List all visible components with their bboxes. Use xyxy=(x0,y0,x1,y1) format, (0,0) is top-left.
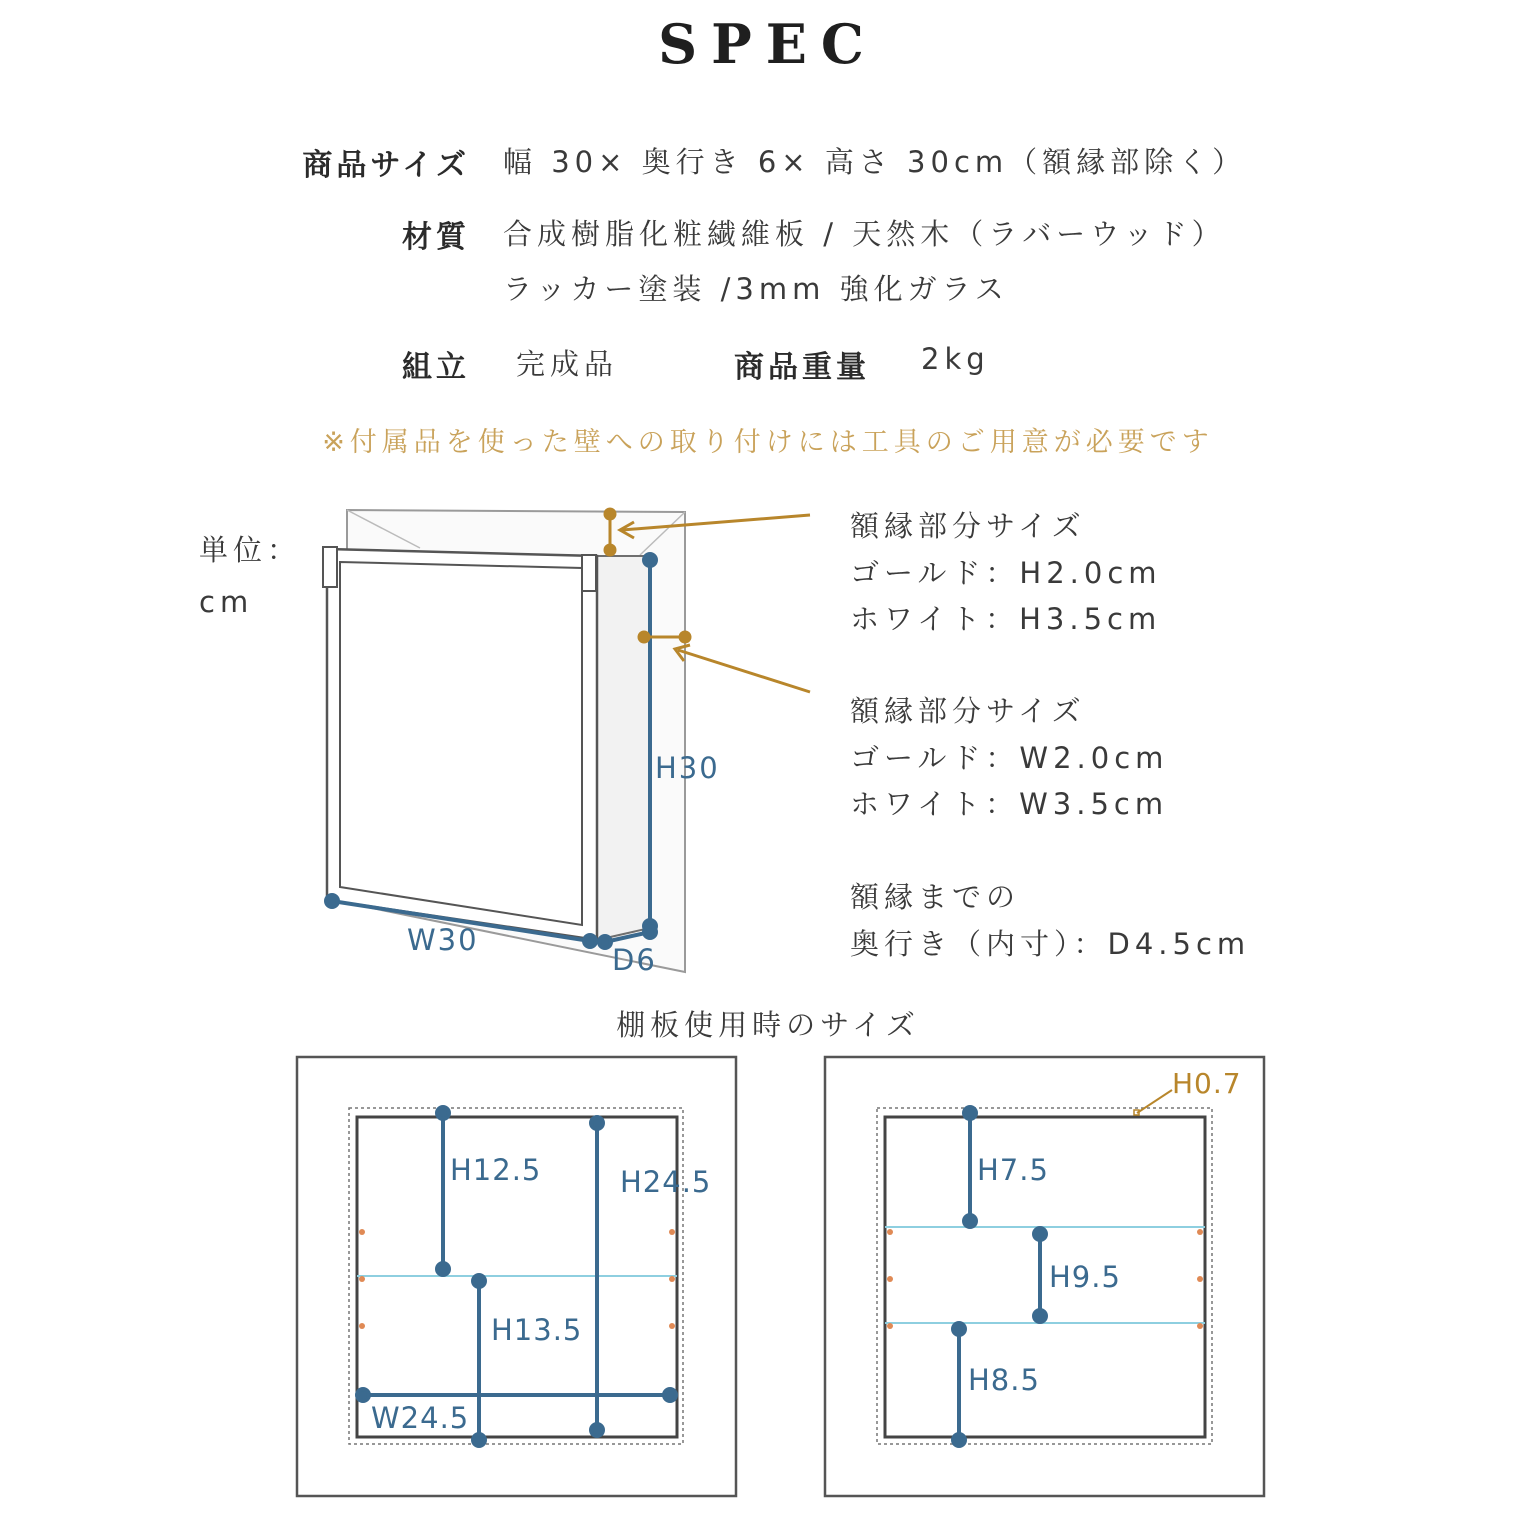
dim-dot xyxy=(953,1323,965,1335)
assembly-label: 組立 xyxy=(402,350,470,385)
frame-width-dot xyxy=(680,632,690,642)
dim-dot xyxy=(437,1263,449,1275)
frame-height-dot xyxy=(605,509,615,519)
cabinet-depth-label: D6 xyxy=(612,943,657,977)
frame-width-white: ホワイト：W3.5cm xyxy=(850,787,1169,821)
left-w-label: W24.5 xyxy=(371,1401,470,1435)
frame-width-leader xyxy=(678,650,810,692)
shelf-pin xyxy=(669,1323,675,1329)
dim-dot xyxy=(964,1215,976,1227)
cabinet-height-label: H30 xyxy=(655,751,720,785)
dim-dot xyxy=(473,1275,485,1287)
dim-dot xyxy=(1034,1228,1046,1240)
width-dimension-dot xyxy=(326,895,338,907)
frame-height-heading: 額縁部分サイズ xyxy=(850,509,1086,543)
size-value: 幅 30× 奥行き 6× 高さ 30cm（額縁部除く） xyxy=(503,145,1247,179)
frame-width-dot xyxy=(639,632,649,642)
dim-dot xyxy=(591,1424,603,1436)
left-h1-label: H12.5 xyxy=(450,1153,542,1187)
shelf-pin xyxy=(669,1229,675,1235)
cabinet-width-label: W30 xyxy=(407,923,479,957)
shelf-pin xyxy=(359,1276,365,1282)
shelf-pin xyxy=(359,1323,365,1329)
dim-dot xyxy=(964,1107,976,1119)
shelf-pin xyxy=(887,1323,893,1329)
shelf-panel-right xyxy=(825,1057,1264,1496)
shelf-pin xyxy=(1197,1229,1203,1235)
size-label: 商品サイズ xyxy=(302,148,470,183)
left-h3-label: H13.5 xyxy=(491,1313,583,1347)
shelf-pin xyxy=(669,1276,675,1282)
height-dimension-dot xyxy=(644,554,656,566)
depth-line1: 額縁までの xyxy=(850,880,1021,914)
dim-dot xyxy=(437,1107,449,1119)
material-value-line2: ラッカー塗装 /3mm 強化ガラス xyxy=(503,272,1009,306)
dim-dot xyxy=(664,1389,676,1401)
right-h2-label: H9.5 xyxy=(1049,1260,1121,1294)
dim-dot xyxy=(1034,1310,1046,1322)
frame-width-heading: 額縁部分サイズ xyxy=(850,694,1086,728)
glass-door xyxy=(340,562,582,925)
frame-height-white: ホワイト：H3.5cm xyxy=(850,602,1162,636)
side-panel xyxy=(597,556,650,940)
unit-value: cm xyxy=(199,585,254,619)
hinge-right xyxy=(582,555,596,591)
material-value-line1: 合成樹脂化粧繊維板 / 天然木（ラバーウッド） xyxy=(503,217,1226,251)
shelf-pin xyxy=(359,1229,365,1235)
shelf-caption: 棚板使用時のサイズ xyxy=(616,1008,920,1042)
right-h3-label: H8.5 xyxy=(968,1363,1040,1397)
installation-note: ※付属品を使った壁への取り付けには工具のご用意が必要です xyxy=(322,427,1214,458)
weight-label: 商品重量 xyxy=(734,350,870,385)
dim-dot xyxy=(357,1389,369,1401)
shelf-pin xyxy=(1197,1323,1203,1329)
dim-dot xyxy=(591,1117,603,1129)
dim-dot xyxy=(473,1434,485,1446)
hinge-left xyxy=(323,547,337,587)
shelf-panel-left xyxy=(297,1057,736,1496)
shelf-pin xyxy=(887,1229,893,1235)
depth-dimension-dot xyxy=(644,926,656,938)
right-h1-label: H7.5 xyxy=(977,1153,1049,1187)
shelf-pin xyxy=(887,1276,893,1282)
unit-label: 単位： xyxy=(199,533,302,567)
shelf-pin xyxy=(1197,1276,1203,1282)
width-dimension-dot xyxy=(584,935,596,947)
right-top-gap-label: H0.7 xyxy=(1172,1067,1242,1100)
frame-width-gold: ゴールド：W2.0cm xyxy=(850,741,1169,775)
depth-line2: 奥行き（内寸）：D4.5cm xyxy=(850,927,1251,961)
page-title: SPEC xyxy=(658,12,878,76)
depth-dimension-dot xyxy=(599,936,611,948)
frame-height-gold: ゴールド：H2.0cm xyxy=(850,556,1162,590)
assembly-value: 完成品 xyxy=(516,347,619,381)
material-label: 材質 xyxy=(402,220,470,255)
left-h2-label: H24.5 xyxy=(620,1165,712,1199)
frame-height-dot xyxy=(605,545,615,555)
dim-dot xyxy=(953,1434,965,1446)
weight-value: 2kg xyxy=(921,342,990,376)
